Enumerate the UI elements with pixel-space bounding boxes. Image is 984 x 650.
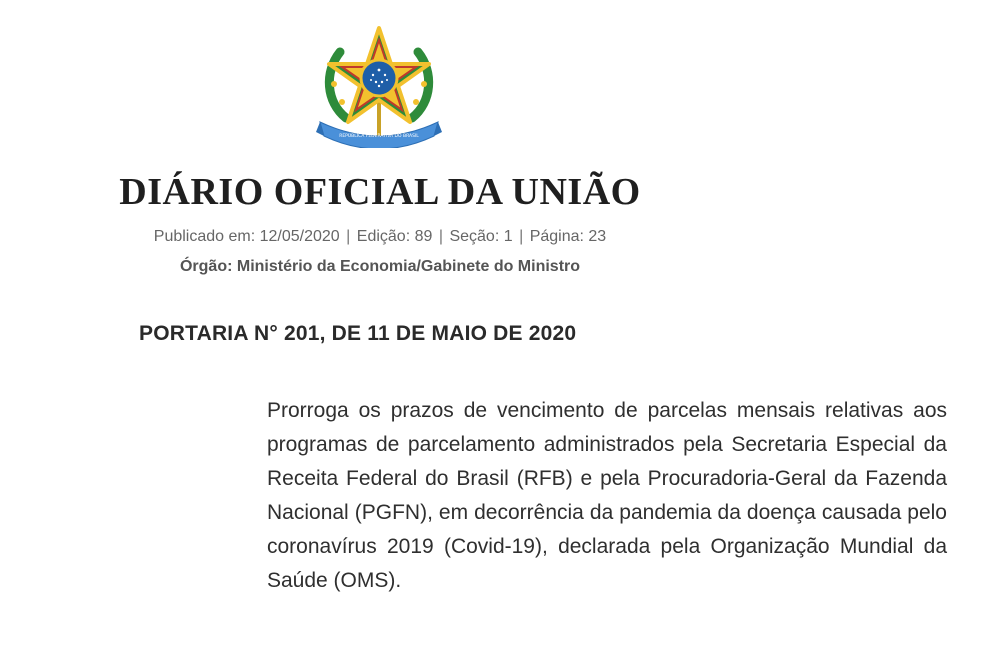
section-label: Seção: — [449, 228, 500, 245]
document-title: PORTARIA N° 201, DE 11 DE MAIO DE 2020 — [139, 322, 577, 345]
masthead-title: DIÁRIO OFICIAL DA UNIÃO — [119, 171, 641, 213]
organ-info — [0, 258, 760, 276]
edition-number: 89 — [414, 228, 433, 245]
brazil-coat-of-arms-icon — [316, 22, 442, 148]
publication-info: Publicado em: 12/05/2020 | Edição: 89 | Seção: 1 | Página: 23 — [153, 228, 607, 245]
document-ementa: Prorroga os prazos de vencimento de parcelas mensais relativas aos programas de parcelamento administrados pela Secretaria Especial da Receita Federal do Brasil (RFB) e pela Procuradoria-Geral da Fazenda Nacional (PGFN), em decorrência da pandemia da doença causada pelo coronavírus 2019 (Covid-19), declarada pela Organização Mundial da Saúde (OMS). — [267, 399, 947, 592]
organ-name: Ministério da Economia/Gabinete do Ministro — [236, 258, 581, 275]
svg-text:REPÚBLICA FEDERATIVA DO BRASIL: REPÚBLICA FEDERATIVA DO BRASIL — [339, 134, 419, 139]
page-number: 23 — [588, 228, 607, 245]
page-label: Página: — [529, 228, 584, 245]
organ-label: Órgão: — [179, 258, 233, 275]
edition-label: Edição: — [356, 228, 411, 245]
published-label: Publicado em: — [153, 228, 256, 245]
published-date: 12/05/2020 — [259, 228, 340, 245]
section-number: 1 — [503, 228, 513, 245]
